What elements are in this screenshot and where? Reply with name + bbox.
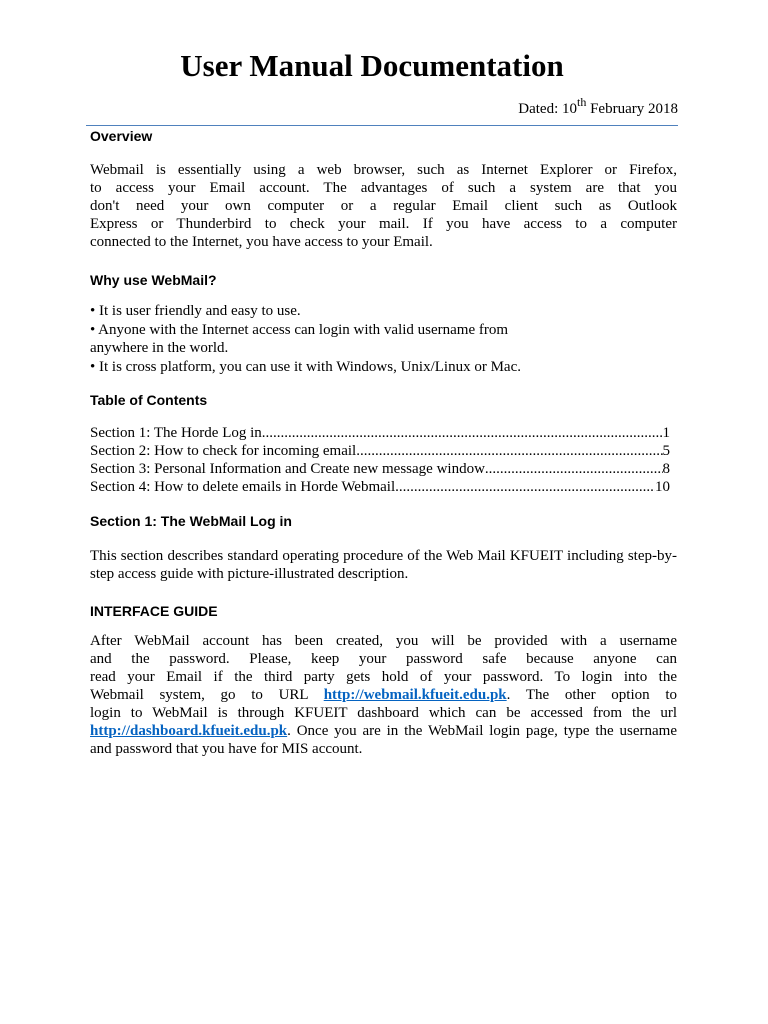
- interface-line: and password that you have for MIS account.: [90, 741, 363, 757]
- section1-line: step access guide with picture-illustrated description.: [90, 566, 409, 582]
- overview-line: connected to the Internet, you have access to your Email.: [90, 234, 433, 250]
- interface-text: . Once you are in the WebMail login page, type the username: [287, 723, 677, 739]
- toc-entry[interactable]: [90, 460, 670, 478]
- toc-entry-title: Section 1: The Horde Log in: [90, 425, 262, 441]
- date-superscript: th: [577, 95, 587, 109]
- toc-leader-dots: [262, 424, 663, 442]
- toc-entry-page: 10: [655, 479, 670, 495]
- toc-entry[interactable]: [90, 424, 670, 442]
- date-line: [518, 95, 678, 120]
- toc-entry[interactable]: [90, 478, 670, 496]
- bullet-item: • It is cross platform, you can use it with Windows, Unix/Linux or Mac.: [90, 358, 521, 375]
- interface-line: [90, 686, 677, 704]
- date-suffix: February 2018: [586, 101, 678, 117]
- table-of-contents: [90, 424, 670, 496]
- document-title: User Manual Documentation: [180, 48, 564, 83]
- date-prefix: Dated: 10: [518, 101, 577, 117]
- overview-heading: Overview: [90, 128, 153, 144]
- toc-entry-page: 1: [662, 425, 670, 441]
- webmail-url-link[interactable]: http://webmail.kfueit.edu.pk: [323, 687, 507, 703]
- toc-entry-page: 8: [662, 461, 670, 477]
- toc-entry-page: 5: [662, 443, 670, 459]
- interface-line: and the password. Please, keep your password safe because anyone can: [90, 651, 677, 667]
- overview-line: Webmail is essentially using a web browser, such as Internet Explorer or Firefox,: [90, 162, 677, 178]
- section1-line: This section describes standard operating procedure of the Web Mail KFUEIT including step-by-: [90, 548, 677, 564]
- overview-paragraph: [90, 161, 677, 251]
- bullet-item: • Anyone with the Internet access can login with valid username from: [90, 321, 509, 338]
- bullet-item-continuation: anywhere in the world.: [90, 340, 229, 356]
- interface-heading: INTERFACE GUIDE: [90, 603, 218, 619]
- interface-line: After WebMail account has been created, you will be provided with a username: [90, 633, 677, 649]
- section1-paragraph: [90, 547, 677, 583]
- toc-entry-title: Section 2: How to check for incoming email: [90, 443, 357, 459]
- overview-line: to access your Email account. The advantages of such a system are that you: [90, 180, 677, 196]
- interface-text: Webmail system, go to URL: [90, 687, 324, 703]
- section1-heading: Section 1: The WebMail Log in: [90, 513, 292, 529]
- header-divider: [86, 125, 678, 126]
- toc-leader-dots: [356, 442, 662, 460]
- why-bullet-list: [90, 302, 690, 376]
- overview-line: don't need your own computer or a regular Email client such as Outlook: [90, 198, 677, 214]
- interface-line: login to WebMail is through KFUEIT dashboard which can be accessed from the url: [90, 705, 677, 721]
- toc-entry-title: Section 3: Personal Information and Create new message window: [90, 461, 485, 477]
- interface-line: read your Email if the third party gets hold of your password. To login into the: [90, 669, 677, 685]
- bullet-item: • It is user friendly and easy to use.: [90, 303, 301, 319]
- dashboard-url-link[interactable]: http://dashboard.kfueit.edu.pk: [90, 723, 288, 739]
- toc-leader-dots: [395, 478, 655, 496]
- interface-line: [90, 722, 677, 740]
- toc-entry[interactable]: [90, 442, 670, 460]
- toc-entry-title: Section 4: How to delete emails in Horde Webmail: [90, 479, 396, 495]
- why-heading: Why use WebMail?: [90, 272, 217, 288]
- toc-heading: Table of Contents: [90, 392, 208, 408]
- interface-paragraph: [90, 632, 677, 758]
- overview-line: Express or Thunderbird to check your mail. If you have access to a computer: [90, 216, 677, 232]
- toc-leader-dots: [485, 460, 663, 478]
- interface-text: . The other option to: [506, 687, 677, 703]
